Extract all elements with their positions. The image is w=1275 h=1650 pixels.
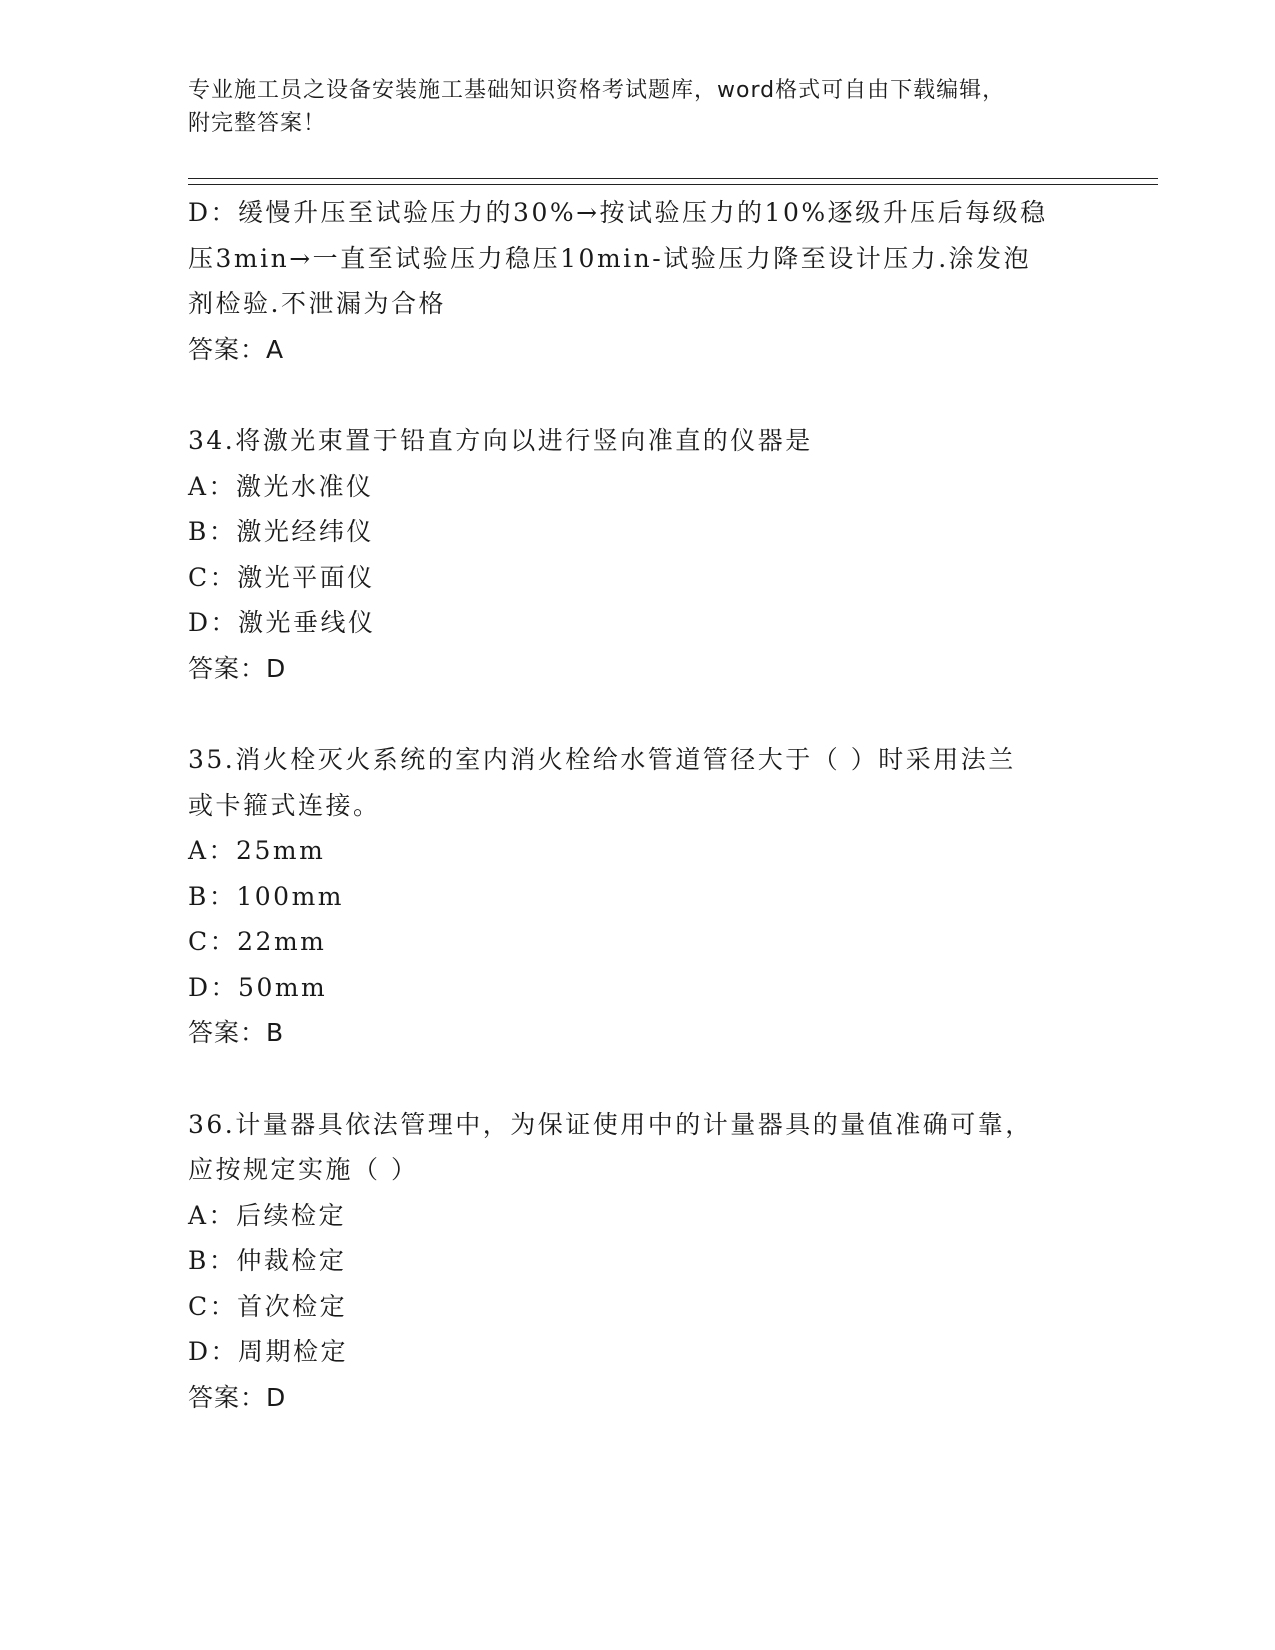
option-c: C：激光平面仪 (188, 562, 375, 592)
answer-line: 答案：D (188, 653, 287, 683)
option-d: D：激光垂线仪 (188, 608, 376, 637)
option-line: 剂检验.不泄漏为合格 (188, 289, 446, 318)
header-line-2: 附完整答案！ (188, 111, 327, 136)
question-33-tail (188, 190, 1068, 372)
answer-line: 答案：B (188, 1018, 285, 1047)
option-d: D：50mm (188, 972, 328, 1002)
header-line-1: 专业施工员之设备安装施工基础知识资格考试题库，word格式可自由下载编辑， (188, 78, 1006, 103)
question-36 (188, 1102, 1068, 1421)
option-a: A：后续检定 (188, 1200, 347, 1230)
option-b: B：激光经纬仪 (188, 517, 374, 546)
spacer (188, 372, 1068, 418)
question-stem-continued: 应按规定实施（ ） (188, 1155, 419, 1184)
option-a: A：激光水准仪 (188, 471, 374, 501)
answer-line: 答案：D (188, 1382, 287, 1412)
option-d: D：周期检定 (188, 1337, 349, 1366)
question-34 (188, 418, 1068, 691)
option-b: B：100mm (188, 881, 345, 911)
document-header (188, 74, 1068, 140)
question-stem-continued: 或卡箍式连接。 (188, 790, 381, 820)
option-c: C：22mm (188, 927, 327, 956)
question-stem: 34.将激光束置于铅直方向以进行竖向准直的仪器是 (188, 426, 813, 455)
spacer (188, 1056, 1068, 1102)
question-content (188, 190, 1068, 1420)
question-35 (188, 737, 1068, 1056)
answer-line: 答案：A (188, 334, 285, 364)
question-stem: 35.消火栓灭火系统的室内消火栓给水管道管径大于（ ）时采用法兰 (188, 745, 1016, 774)
option-b: B：仲裁检定 (188, 1246, 347, 1275)
spacer (188, 691, 1068, 737)
header-rule-bottom (188, 184, 1158, 185)
option-a: A：25mm (188, 836, 326, 865)
header-rule-top (188, 178, 1158, 179)
option-c: C：首次检定 (188, 1291, 348, 1321)
option-line: 压3min→一直至试验压力稳压10min-试验压力降至设计压力.涂发泡 (188, 243, 1032, 273)
option-line: D：缓慢升压至试验压力的30%→按试验压力的10%逐级升压后每级稳 (188, 198, 1048, 227)
question-stem: 36.计量器具依法管理中，为保证使用中的计量器具的量值准确可靠， (188, 1109, 1033, 1139)
